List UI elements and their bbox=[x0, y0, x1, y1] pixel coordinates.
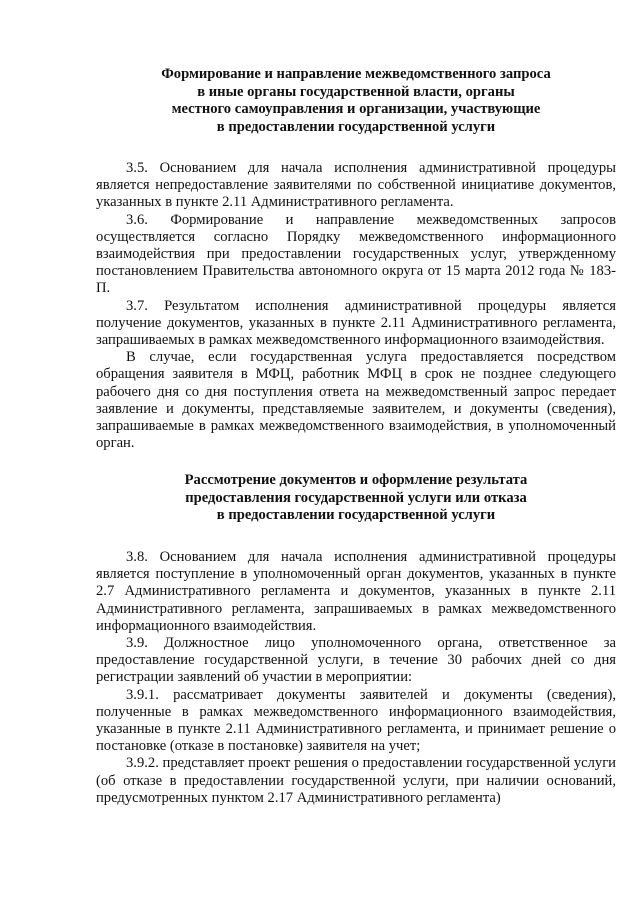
heading-line: в предоставлении государственной услуги bbox=[216, 507, 496, 524]
paragraph-3-6: 3.6. Формирование и направление межведомственных запросов осуществляется согласно Порядку межведомственного информационного взаимодействия при предоставлении государственных услуг, утвержденному постановлением Правительства автономного округа от 15 марта 2012 года № 183-П. bbox=[96, 211, 616, 297]
paragraph-3-5: 3.5. Основанием для начала исполнения административной процедуры является непредоставление заявителями по собственной инициативе документов, указанных в пункте 2.11 Административного регламента. bbox=[96, 160, 616, 211]
paragraph-mfc-case: В случае, если государственная услуга предоставляется посредством обращения заявителя в МФЦ, работник МФЦ в срок не позднее следующего рабочего дня со дня поступления ответа на межведомственный запрос передает заявление и документы, представляемые заявителем, и документы (сведения), запрашиваемые в рамках межведомственного взаимодействия, в уполномоченный орган. bbox=[96, 349, 616, 452]
heading-line: предоставления государственной услуги или отказа bbox=[185, 489, 527, 506]
paragraph-3-9: 3.9. Должностное лицо уполномоченного органа, ответственное за предоставление государственной услуги, в течение 30 рабочих дней со дня регистрации заявлений об участии в мероприятии: bbox=[96, 634, 616, 686]
paragraph-3-7: 3.7. Результатом исполнения административной процедуры является получение документов, указанных в пункте 2.11 Административного регламента, запрашиваемых в рамках межведомственного информационного взаимодействия. bbox=[96, 297, 616, 349]
paragraph-3-9-1: 3.9.1. рассматривает документы заявителей и документы (сведения), полученные в рамках межведомственного информационного взаимодействия, указанные в пункте 2.11 Административного регламента, и принимает решение о постановке (отказе в постановке) заявителя на учет; bbox=[96, 686, 616, 755]
heading-line: в иные органы государственной власти, органы bbox=[197, 83, 515, 100]
section-heading-document-review bbox=[96, 472, 616, 525]
paragraph-3-9-2: 3.9.2. представляет проект решения о предоставлении государственной услуги (об отказе в предоставлении государственной услуги, при наличии оснований, предусмотренных пунктом 2.17 Административного регламента) bbox=[96, 755, 616, 806]
paragraph-3-8: 3.8. Основанием для начала исполнения административной процедуры является поступление в уполномоченный орган документов, указанных в пункте 2.7 Административного регламента и документов, указанных в пункте 2.11 Административного регламента, запрашиваемых в рамках межведомственного информационного взаимодействия. bbox=[96, 548, 616, 634]
heading-line: в предоставлении государственной услуги bbox=[216, 118, 496, 135]
heading-line: Рассмотрение документов и оформление результата bbox=[184, 472, 528, 489]
section-heading-interagency-request bbox=[96, 66, 616, 136]
heading-line: Формирование и направление межведомственного запроса bbox=[161, 66, 551, 82]
heading-line: местного самоуправления и организации, участвующие bbox=[171, 101, 541, 117]
